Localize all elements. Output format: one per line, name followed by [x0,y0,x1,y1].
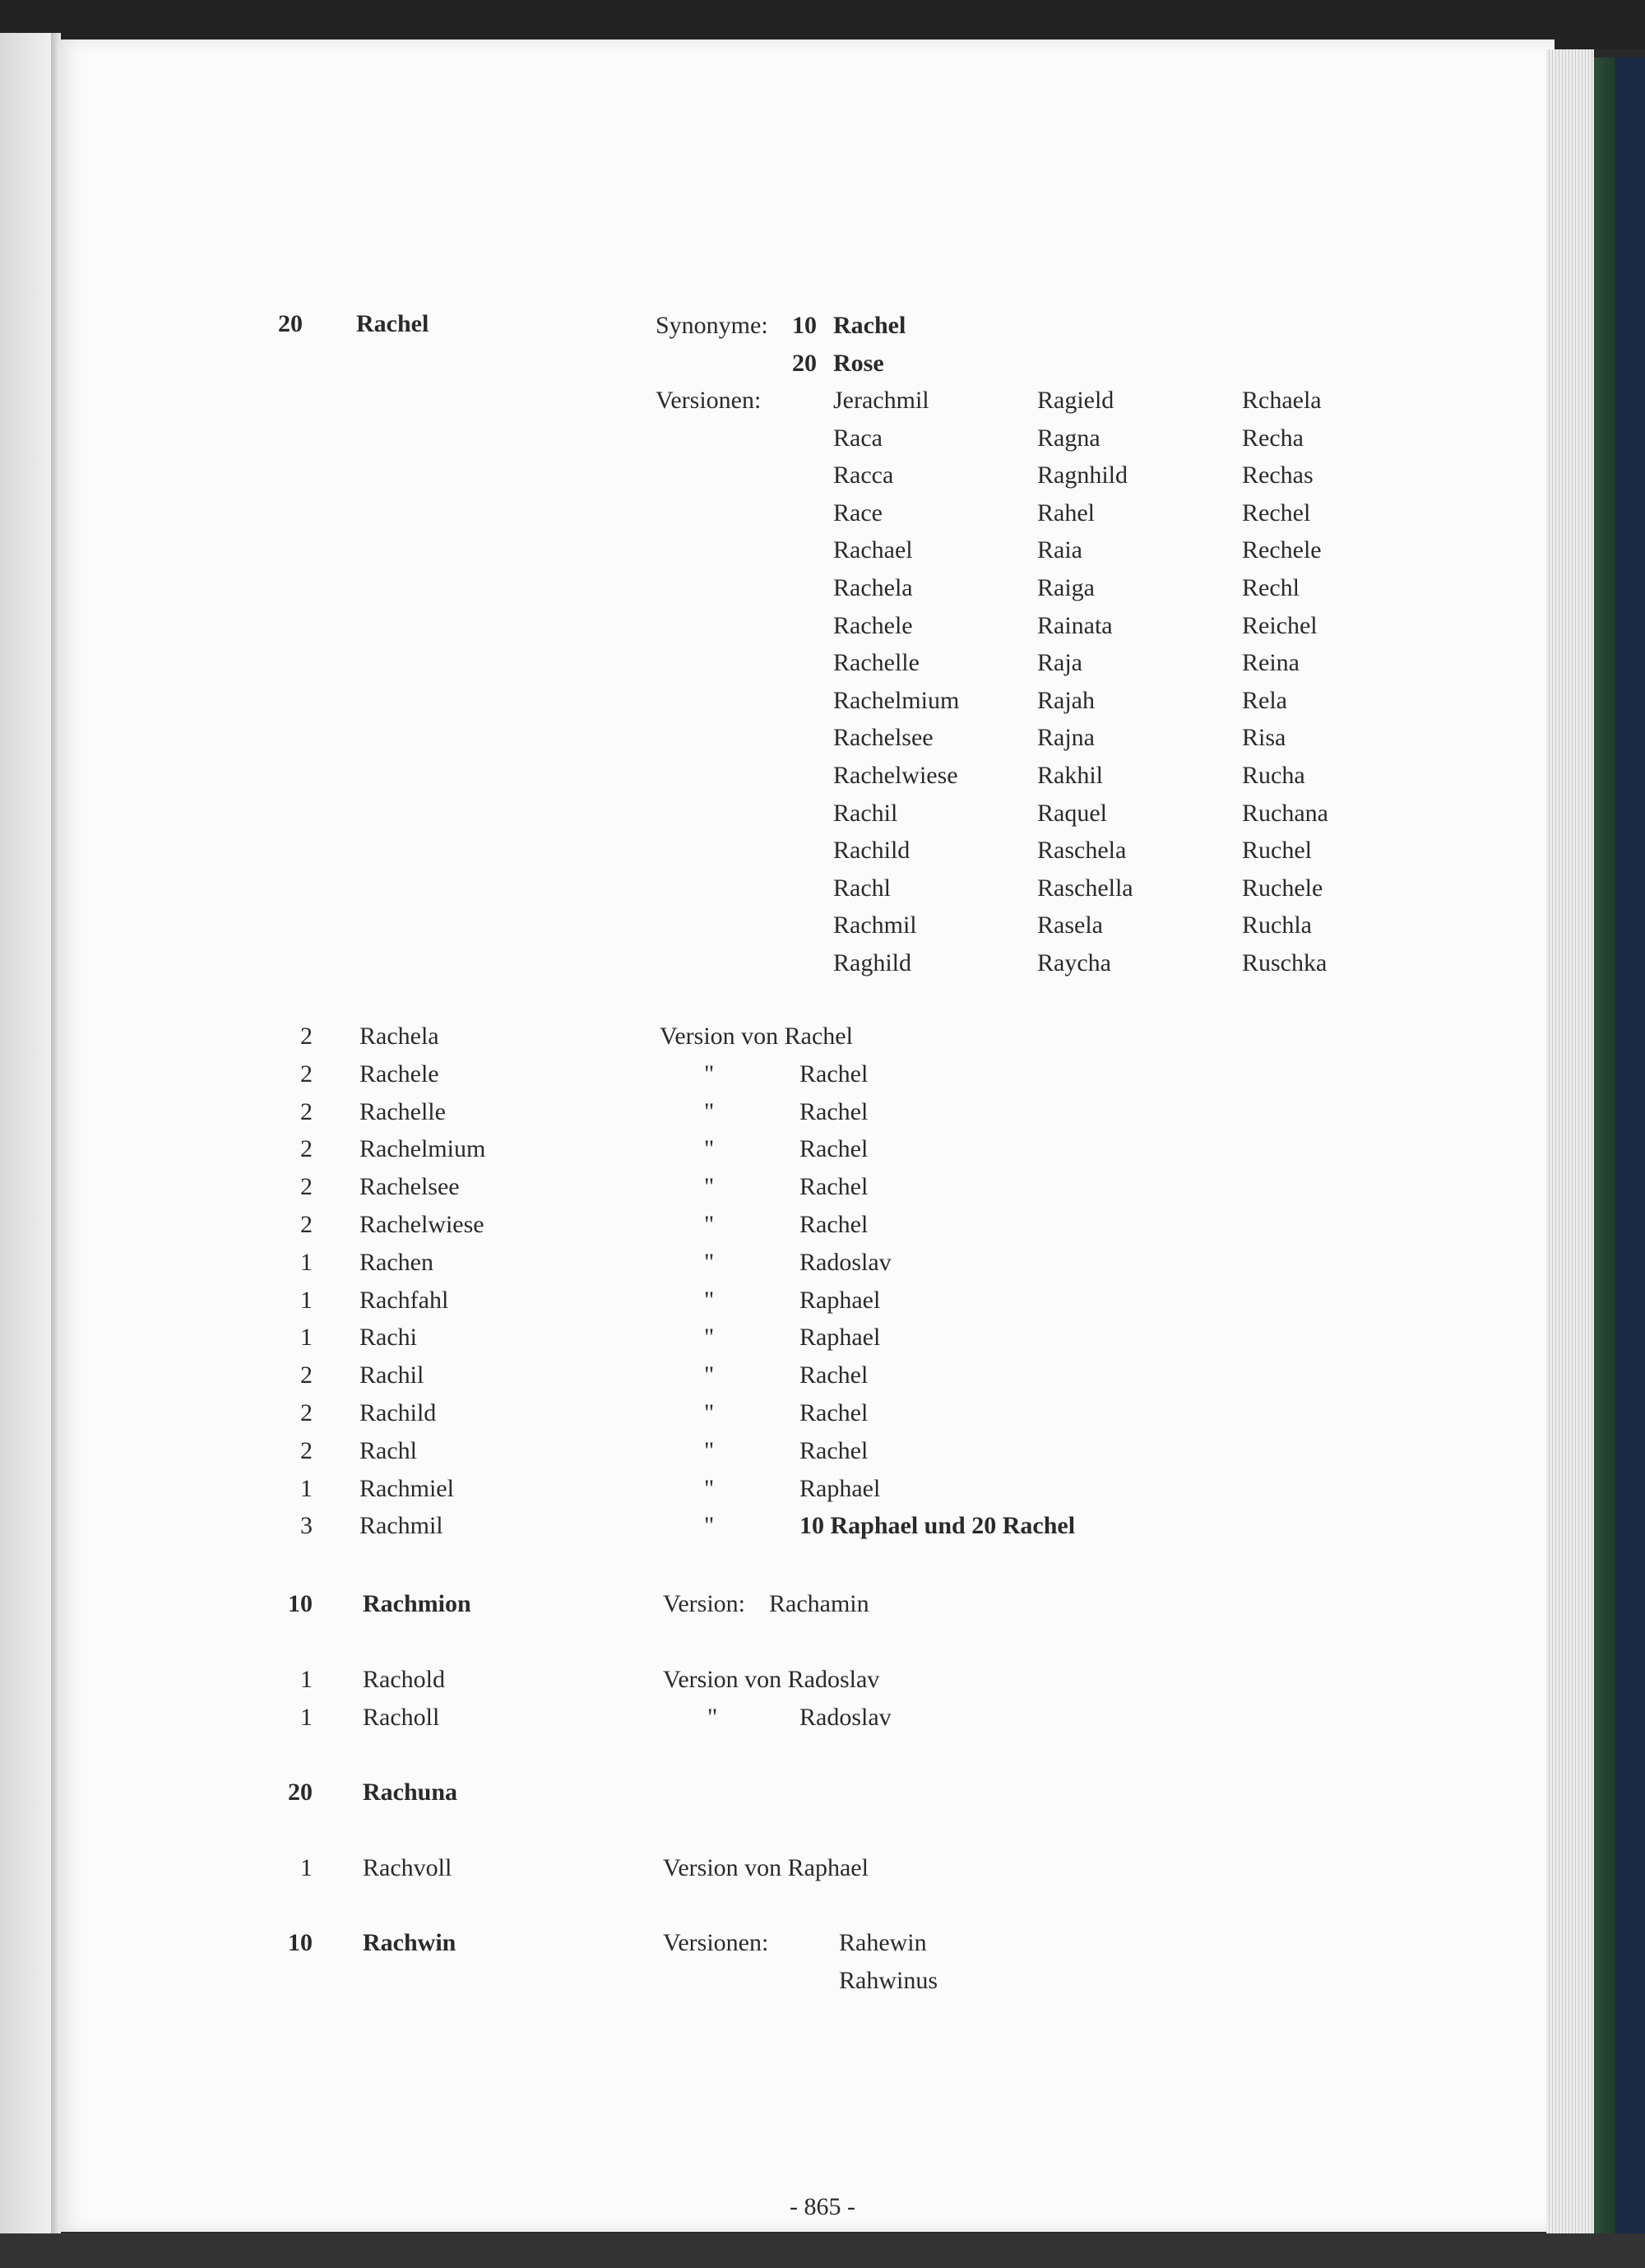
version-item: Rahel [1037,499,1095,526]
entry-name: Rachel [356,310,429,337]
entry-target: Rachel [799,1399,869,1426]
ditto-mark: " [704,1361,715,1389]
ditto-mark: " [704,1324,715,1352]
synonym-code: 10 [792,312,817,339]
entry-target: Rachel [799,1097,869,1125]
entry-name: Rachl [359,1436,417,1464]
entry-name: Rachild [359,1399,437,1426]
entry-code: 1 [300,1666,313,1693]
entry-code: 10 [288,1590,313,1617]
version-item: Race [833,499,883,526]
entry-target: Rachel [799,1060,869,1088]
entry-target: Raphael [799,1286,881,1314]
version-item: Reichel [1242,611,1318,639]
ditto-mark: " [704,1436,715,1464]
version-item: Ragield [1037,387,1114,414]
version-item: Raca [833,424,883,452]
version-item: Risa [1242,724,1286,752]
entry-code: 2 [300,1211,313,1238]
entry-name: Rachelwiese [359,1211,484,1238]
entry-target: Radoslav [799,1248,892,1276]
entry-name: Rachmion [363,1590,471,1617]
version-item: Rachele [833,611,913,639]
entry-name: Rachen [359,1248,433,1276]
entry-target: Rachel [799,1173,869,1201]
entry-code: 2 [300,1023,313,1050]
entry-code: 20 [278,310,303,337]
synonym-code: 20 [792,350,817,377]
entry-target: Rachel [799,1361,869,1389]
version-item: Rucha [1242,762,1305,789]
entry-code: 1 [300,1248,313,1276]
ditto-mark: " [704,1512,715,1540]
version-item: Rachelwiese [833,762,958,789]
entry-code: 2 [300,1097,313,1125]
version-item: Raja [1037,649,1082,677]
version-item: Ruchla [1242,911,1312,939]
entry-name: Rachfahl [359,1286,449,1314]
entry-code: 3 [300,1512,313,1540]
entry-target: 10 Raphael und 20 Rachel [799,1512,1076,1540]
version-value: Rahwinus [839,1967,938,1994]
entry-relation: Version von Radoslav [663,1666,880,1693]
page-number: - 865 - [790,2193,855,2220]
entry-name: Racholl [363,1704,440,1731]
entry-name: Rachmil [359,1512,443,1540]
entry-relation: Version von Raphael [663,1854,869,1881]
entry-code: 2 [300,1060,313,1088]
ditto-mark: " [704,1060,715,1088]
version-item: Rachelmium [833,686,960,714]
version-item: Recha [1242,424,1304,452]
version-item: Rachild [833,837,911,865]
entry-target: Rachel [799,1211,869,1238]
versionen-label: Versionen: [663,1929,769,1956]
entry-code: 2 [300,1135,313,1163]
entry-name: Rachvoll [363,1854,452,1881]
entry-name: Rachela [359,1023,439,1050]
version-item: Rakhil [1037,762,1103,789]
version-item: Raghild [833,949,911,976]
version-item: Ruchele [1242,874,1323,902]
version-item: Rajah [1037,686,1095,714]
entry-name: Rachil [359,1361,424,1389]
version-item: Rachmil [833,911,917,939]
entry-code: 20 [288,1779,313,1806]
version-item: Ruschka [1242,949,1328,976]
version-item: Racca [833,461,894,489]
version-item: Ruchel [1242,837,1312,865]
version-item: Raschella [1037,874,1133,902]
version-item: Raiga [1037,574,1095,601]
synonym-name: Rachel [833,312,906,339]
entry-code: 2 [300,1399,313,1426]
version-item: Reina [1242,649,1300,677]
ditto-mark: " [704,1286,715,1314]
entry-name: Rachele [359,1060,439,1088]
version-label: Version: [663,1590,745,1617]
ditto-mark: " [704,1474,715,1502]
synonyme-label: Synonyme: [656,312,768,339]
entry-code: 1 [300,1704,313,1731]
ditto-mark: " [704,1097,715,1125]
ditto-mark: " [704,1399,715,1426]
entry-code: 2 [300,1173,313,1201]
entry-name: Rachi [359,1324,417,1352]
version-item: Rela [1242,686,1287,714]
ditto-mark: " [704,1135,715,1163]
ditto-mark: " [704,1173,715,1201]
entry-target: Raphael [799,1474,881,1502]
entry-code: 1 [300,1854,313,1881]
entry-relation: Version von Rachel [660,1023,853,1050]
version-item: Rechele [1242,536,1322,564]
version-value: Rachamin [769,1590,869,1617]
entry-target: Raphael [799,1324,881,1352]
entry-name: Rachwin [363,1929,456,1956]
entry-code: 1 [300,1474,313,1502]
version-item: Raquel [1037,799,1107,827]
version-item: Raia [1037,536,1082,564]
version-item: Ruchana [1242,799,1328,827]
entry-code: 1 [300,1286,313,1314]
ditto-mark: " [704,1211,715,1238]
entry-name: Rachelsee [359,1173,460,1201]
version-value: Rahewin [839,1929,927,1956]
version-item: Rechel [1242,499,1311,526]
entry-target: Rachel [799,1135,869,1163]
version-item: Rachl [833,874,891,902]
version-item: Rechas [1242,461,1314,489]
entry-name: Rachold [363,1666,445,1693]
version-item: Rachael [833,536,913,564]
entry-name: Rachuna [363,1779,458,1806]
version-item: Rachelle [833,649,920,677]
version-item: Rachela [833,574,913,601]
version-item: Ragna [1037,424,1101,452]
entry-code: 2 [300,1361,313,1389]
entry-code: 10 [288,1929,313,1956]
version-item: Rachil [833,799,898,827]
version-item: Rchaela [1242,387,1322,414]
synonym-name: Rose [833,350,884,377]
entry-name: Rachmiel [359,1474,454,1502]
entry-name: Rachelle [359,1097,446,1125]
entry-name: Rachelmium [359,1135,486,1163]
version-item: Rainata [1037,611,1113,639]
entry-code: 2 [300,1436,313,1464]
entry-code: 1 [300,1324,313,1352]
version-item: Jerachmil [833,387,929,414]
ditto-mark: " [707,1704,718,1731]
ditto-mark: " [704,1248,715,1276]
version-item: Rachelsee [833,724,934,752]
version-item: Raycha [1037,949,1111,976]
version-item: Rasela [1037,911,1103,939]
version-item: Raschela [1037,837,1127,865]
version-item: Ragnhild [1037,461,1128,489]
versionen-label: Versionen: [656,387,762,414]
entry-target: Rachel [799,1436,869,1464]
entry-target: Radoslav [799,1704,892,1731]
version-item: Rajna [1037,724,1095,752]
version-item: Rechl [1242,574,1300,601]
